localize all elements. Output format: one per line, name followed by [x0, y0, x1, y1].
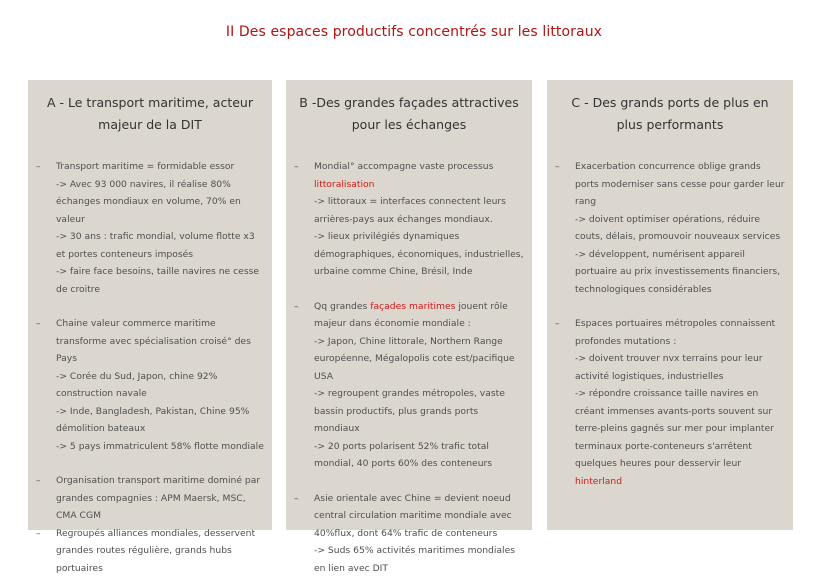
sub-line: -> 30 ans : trafic mondial, volume flotte x3 et portes conteneurs imposés	[56, 231, 255, 260]
text-run: Mondial° accompagne vaste processus	[314, 161, 494, 172]
dash-marker: –	[294, 492, 299, 504]
sub-line	[575, 385, 785, 490]
dash-marker: –	[294, 300, 299, 312]
bullet-espaces-portuaires	[555, 315, 785, 490]
sub-line: -> 5 pays immatriculent 58% flotte mondiale	[56, 440, 264, 452]
bullet-organisation	[36, 472, 264, 525]
bullet-main-text	[314, 298, 524, 333]
bullet-concurrence	[555, 158, 785, 298]
bullet-main-text: Espaces portuaires métropoles connaissent profondes mutations :	[575, 318, 776, 347]
panel-a-title: A - Le transport maritime, acteur majeur de la DIT	[47, 95, 253, 132]
panel-b-title: B -Des grandes façades attractives pour les échanges	[299, 95, 519, 132]
sub-line: -> doivent trouver nvx terrains pour leur activité logistiques, industrielles	[575, 353, 763, 382]
dash-marker: –	[555, 161, 560, 172]
dash-marker: –	[555, 318, 560, 329]
text-run: jouent rôle majeur dans économie mondiale :	[314, 300, 508, 329]
sub-line: -> faire face besoins, taille navires ne cesse de croitre	[56, 266, 260, 295]
bullet-asie-orientale	[294, 490, 524, 578]
bullet-littoralisation	[294, 158, 524, 281]
panel-transport-maritime	[28, 80, 272, 574]
bullet-main-text: Chaine valeur commerce maritime transforme avec spécialisation croisé° des Pays	[56, 318, 251, 364]
panel-c-title: C - Des grands ports de plus en plus performants	[571, 95, 769, 132]
bullet-main-text: Organisation transport maritime dominé par grandes compagnies : APM Maersk, MSC, CMA CGM	[56, 475, 261, 521]
bullet-main-text	[314, 158, 524, 193]
dash-marker: –	[36, 527, 41, 539]
sub-line: -> 20 ports polarisent 52% trafic total mondial, 40 ports 60% des conteneurs	[314, 440, 493, 469]
sub-line: -> Japon, Chine littorale, Northern Range européenne, Mégalopolis cote est/pacifique USA	[314, 335, 515, 382]
bullet-alliances	[36, 525, 264, 578]
highlight-facades-maritimes: façades maritimes	[370, 300, 456, 312]
text-run: Qq grandes	[314, 300, 371, 312]
text-run: -> répondre croissance taille navires en créant immenses avants-ports souvent sur terre-pleins gagnés sur mer pour implanter terminaux porte-conteneurs s'arrêtent quelques heures pour desservir leur	[575, 388, 774, 469]
page-title: II Des espaces productifs concentrés sur les littoraux	[225, 24, 603, 40]
dash-marker: –	[36, 318, 41, 329]
sub-line: -> Suds 65% activités maritimes mondiales en lien avec DIT	[314, 545, 516, 574]
sub-line: -> Avec 93 000 navires, il réalise 80% échanges mondiaux en volume, 70% en valeur	[56, 178, 241, 225]
dash-marker: –	[294, 161, 299, 172]
highlight-littoralisation: littoralisation	[314, 178, 375, 190]
bullet-main-text: Transport maritime = formidable essor	[56, 161, 235, 172]
bullet-chaine-valeur	[36, 315, 264, 455]
bullet-main-text: Asie orientale avec Chine = devient noeud central circulation maritime mondiale avec 40%flux, dont 64% trafic de conteneurs	[314, 492, 512, 539]
dash-marker: –	[36, 475, 41, 486]
sub-line: -> littoraux = interfaces connectent leurs arrières-pays aux échanges mondiaux.	[314, 196, 506, 225]
sub-line: -> doivent optimiser opérations, réduire couts, délais, promouvoir nouveaux services	[575, 213, 781, 242]
sub-line: -> Inde, Bangladesh, Pakistan, Chine 95% démolition bateaux	[56, 405, 250, 434]
panel-grandes-facades	[286, 80, 532, 574]
sub-line: -> regroupent grandes métropoles, vaste bassin productifs, plus grands ports mondiaux	[314, 388, 505, 434]
dash-marker: –	[36, 161, 41, 172]
sub-line: -> Corée du Sud, Japon, chine 92% construction navale	[56, 370, 218, 399]
highlight-hinterland: hinterland	[575, 475, 623, 487]
bullet-transport-essor	[36, 158, 264, 298]
sub-line: -> lieux privilégiés dynamiques démographiques, économiques, industrielles, urbaine comme Chine, Brésil, Inde	[314, 231, 524, 277]
sub-line: -> développent, numérisent appareil portuaire au prix investissements financiers, technologiques considérables	[575, 248, 781, 295]
panel-grands-ports	[547, 80, 793, 530]
bullet-facades-maritimes	[294, 298, 524, 473]
bullet-main-text: Regroupés alliances mondiales, desservent grandes routes régulière, grands hubs portuaires	[56, 527, 256, 574]
bullet-main-text: Exacerbation concurrence oblige grands ports moderniser sans cesse pour garder leur rang	[575, 161, 785, 207]
